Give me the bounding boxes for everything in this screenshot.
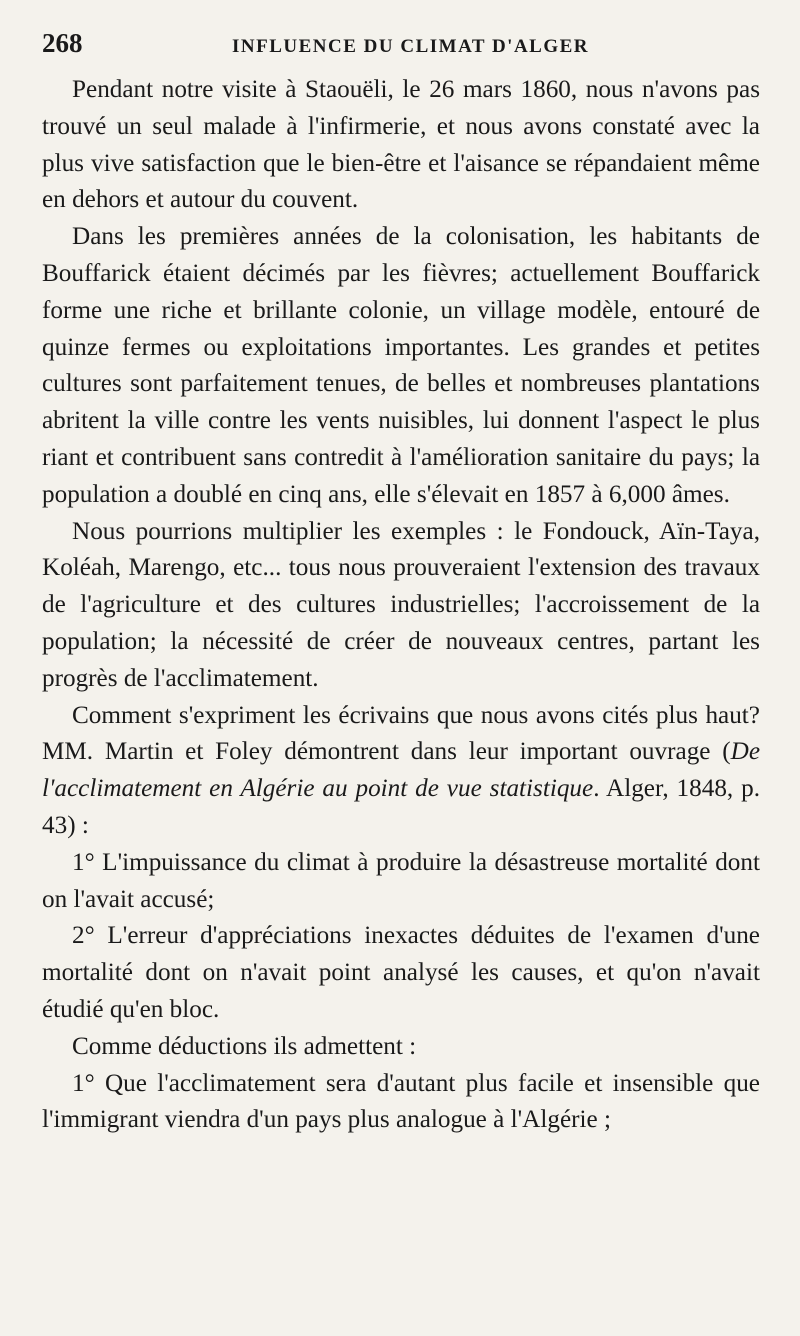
paragraph-martin-foley-text: Comment s'expriment les écrivains que nous avons cités plus haut? MM. Martin et Foley démontrent dans leur important ouvrage ( (42, 701, 760, 766)
book-title: De l'acclimatement en Algérie au point de vue statistique (42, 738, 760, 803)
paragraph-martin-foley (42, 698, 760, 845)
running-title: INFLUENCE DU CLIMAT D'ALGER (232, 36, 590, 57)
page-number: 268 (42, 28, 83, 58)
paragraph-deductions: Comme déductions ils admettent : (72, 1032, 417, 1060)
paragraph-staoueli: Pendant notre visite à Staouëli, le 26 mars 1860, nous n'avons pas trouvé un seul malade à l'infirmerie, et nous avons constaté avec la plus vive satisfaction que le bien-être et l'aisance se répandaient même en dehors et autour du couvent. (42, 76, 760, 214)
paragraph-exemples: Nous pourrions multiplier les exemples : le Fondouck, Aïn-Taya, Koléah, Marengo, etc... tous nous prouveraient l'extension des travaux de l'agriculture et des cultures industrielles; l'accroissement de la population; la nécessité de créer de nouveaux centres, partant les progrès de l'acclimatement. (42, 517, 760, 692)
paragraph-bouffarick: Dans les premières années de la colonisation, les habitants de Bouffarick étaient décimés par les fièvres; actuellement Bouffarick forme une riche et brillante colonie, un village modèle, entouré de quinze fermes ou exploitations importantes. Les grandes et petites cultures sont parfaitement tenues, de belles et nombreuses plantations abritent la ville contre les vents nuisibles, lui donnent l'aspect le plus riant et contribuent sans contredit à l'amélioration sanitaire du pays; la population a doublé en cinq ans, elle s'élevait en 1857 à 6,000 âmes. (42, 223, 760, 508)
paragraph-deduction-1: 1° Que l'acclimatement sera d'autant plus facile et insensible que l'immigrant viendra d'un pays plus analogue à l'Algérie ; (42, 1069, 760, 1134)
paragraph-point-2: 2° L'erreur d'appréciations inexactes déduites de l'examen d'une mortalité dont on n'avait point analysé les causes, et qu'on n'avait étudié qu'en bloc. (42, 922, 760, 1023)
page-header (42, 28, 760, 72)
paragraph-martin-foley-citation: . Alger, 1848, p. 43) : (42, 775, 761, 839)
paragraph-point-1: 1° L'impuissance du climat à produire la désastreuse mortalité dont on l'avait accusé; (42, 848, 760, 913)
body-text (42, 72, 760, 1139)
